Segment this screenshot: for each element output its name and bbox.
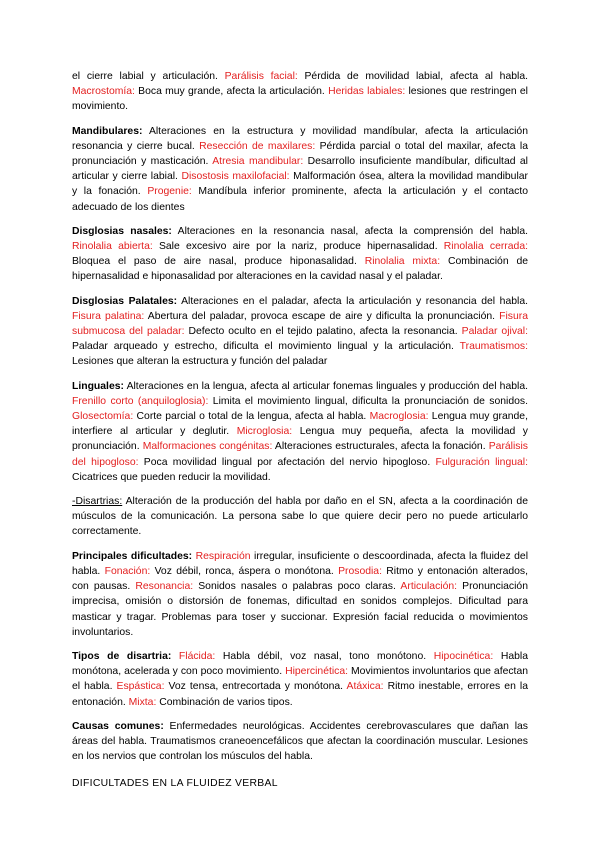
term-label: Fisura palatina: — [72, 310, 145, 322]
term-label: Atáxica: — [346, 681, 384, 693]
term-label: Glosectomía: — [72, 411, 134, 423]
text-segment: Mandíbula inferior prominente, afecta la articulación y el contacto adecuado de los dientes — [72, 186, 528, 213]
term-label: Macroglosia: — [369, 411, 429, 423]
text-segment: Voz débil, ronca, áspera o monótona. — [150, 565, 339, 577]
text-segment: Pérdida de movilidad labial, afecta al habla. — [297, 71, 528, 82]
para-disglosias-nasales — [72, 224, 528, 285]
term-label: Prosodia: — [338, 565, 382, 577]
term-label: Articulación: — [400, 581, 458, 593]
term-label: Hipercinética: — [285, 666, 349, 678]
text-segment: Boca muy grande, afecta la articulación. — [134, 86, 329, 98]
text-segment: Alteraciones en el paladar, afecta la articulación y resonancia del habla. — [177, 295, 528, 307]
text-segment: Pronunciación imprecisa, omisión o distorsión de fonemas, dificultad en sonidos complejos. Dificultad para masticar y tragar. Problemas para toser y succionar. Expresión facial reducida o movimientos involuntarios. — [72, 581, 528, 638]
para-disglosias-palatales — [72, 294, 528, 370]
document-body — [72, 69, 528, 764]
term-label: Respiración — [195, 550, 251, 562]
text-segment: Ritmo inestable, errores en la entonación. — [72, 681, 528, 708]
term-label: Heridas labiales: — [328, 86, 406, 98]
term-label: Frenillo corto (anquiloglosia): — [72, 395, 209, 407]
term-label: Fonación: — [104, 565, 151, 577]
term-label: Traumatismos: — [459, 341, 528, 353]
term-label: Microglosia: — [236, 426, 293, 438]
text-segment: Lengua muy grande, interfiere al articular y deglutir. — [72, 411, 528, 438]
para-linguales — [72, 379, 528, 485]
text-segment: Habla débil, voz nasal, tono monótono. — [215, 650, 434, 662]
underlined-heading: -Disartrias: — [72, 496, 123, 508]
term-label: Flácida: — [178, 650, 216, 662]
para-mandibulares — [72, 124, 528, 215]
text-segment: Enfermedades neurológicas. Accidentes cerebrovasculares que dañan las áreas del habla. Traumatismos craneoencefálicos que afectan la coordinación muscular. Lesiones en los nervios que controlan los músculos del habla. — [72, 720, 528, 763]
text-segment: Combinación de hipernasalidad e hiponasalidad por alteraciones en la cavidad nasal y el paladar. — [72, 256, 528, 283]
text-segment: Combinación de varios tipos. — [156, 696, 293, 708]
text-segment: el cierre labial y articulación. — [72, 71, 225, 82]
bold-heading: Disglosias Palatales: — [72, 295, 178, 307]
bold-heading: Tipos de disartria: — [72, 650, 172, 662]
bold-heading: Mandibulares: — [72, 125, 143, 137]
term-label: Hipocinética: — [433, 650, 494, 662]
bold-heading: Causas comunes: — [72, 720, 164, 732]
term-label: Fisura submucosa del paladar: — [72, 310, 528, 338]
text-segment: Abertura del paladar, provoca escape de aire y dificulta la pronunciación. — [144, 310, 500, 322]
text-segment: Lesiones que alteran la estructura y función del paladar — [72, 356, 328, 368]
para-causas-comunes — [72, 719, 528, 765]
bold-heading: Principales dificultades: — [72, 550, 193, 562]
text-segment: Poca movilidad lingual por afectación del nervio hipogloso. — [138, 456, 436, 468]
text-segment: Alteraciones en la resonancia nasal, afecta la comprensión del habla. — [171, 225, 528, 237]
term-label: Parálisis del hipogloso: — [72, 441, 528, 468]
para-disartrias — [72, 494, 528, 540]
para-labiales-cont — [72, 69, 528, 115]
para-principales-dificultades — [72, 549, 528, 640]
text-segment: Malformación ósea, altera la movilidad mandibular y la fonación. — [72, 171, 529, 198]
text-segment: lesiones que restringen el movimiento. — [72, 86, 528, 113]
term-label: Disostosis maxilofacial: — [181, 171, 290, 183]
text-segment: Alteraciones en la estructura y movilidad mandíbular, afecta la articulación resonancia y cierre bucal. — [72, 125, 528, 152]
text-segment: Alteración de la producción del habla por daño en el SN, afecta a la coordinación de músculos de la comunicación. La persona sabe lo que quiere decir pero no puede articularlo correctamente. — [72, 496, 528, 538]
bold-heading: Linguales: — [72, 380, 124, 392]
para-tipos-disartria — [72, 649, 528, 710]
text-segment: Corte parcial o total de la lengua, afecta al habla. — [133, 411, 370, 423]
bold-heading: Disglosias nasales: — [72, 225, 172, 237]
term-label: Macrostomía: — [72, 86, 135, 98]
text-segment: Limita el movimiento lingual, dificulta la pronunciación de sonidos. — [208, 395, 528, 407]
text-segment: Ritmo y entonación alterados, con pausas. — [72, 565, 528, 593]
text-segment: Cicatrices que pueden reducir la movilidad. — [72, 471, 271, 483]
term-label: Mixta: — [128, 696, 157, 708]
text-segment: Habla monótona, acelerada y con poco movimiento. — [72, 650, 528, 678]
text-segment: Alteraciones estructurales, afecta la fonación. — [272, 441, 489, 453]
term-label: Resonancia: — [135, 581, 194, 593]
term-label: Resección de maxilares: — [199, 140, 316, 152]
text-segment: Voz tensa, entrecortada y monótona. — [164, 681, 347, 693]
text-segment: Sale excesivo aire por la nariz, produce hipernasalidad. — [152, 241, 444, 253]
term-label: Rinolalia abierta: — [72, 241, 153, 253]
text-segment: Lengua muy pequeña, afecta la movilidad y pronunciación. — [72, 426, 528, 453]
text-segment — [171, 651, 179, 662]
term-label: Malformaciones congénitas: — [142, 441, 273, 453]
term-label: Espástica: — [116, 681, 165, 693]
text-segment: Movimientos involuntarios que afectan el habla. — [72, 666, 528, 693]
text-segment: irregular, insuficiente o descoordinada, afecta la fluidez del habla. — [72, 550, 528, 577]
term-label: Atresia mandibular: — [212, 156, 304, 168]
text-segment: Bloquea el paso de aire nasal, produce hiponasalidad. — [72, 256, 365, 268]
text-segment: Alteraciones en la lengua, afecta al articular fonemas linguales y producción del habla. — [123, 380, 528, 392]
text-segment: Desarrollo insuficiente mandíbular, dificultad al articular y cierre labial. — [72, 156, 528, 183]
text-segment: Defecto oculto en el tejido palatino, afecta la resonancia. — [184, 326, 462, 338]
term-label: Rinolalia mixta: — [364, 256, 441, 268]
document-page — [72, 69, 528, 792]
term-label: Progenie: — [147, 186, 192, 198]
term-label: Rinolalia cerrada: — [443, 241, 528, 253]
text-segment: Paladar arqueado y estrecho, dificulta el movimiento lingual y la articulación. — [72, 341, 460, 353]
term-label: Fulguración lingual: — [435, 456, 528, 468]
text-segment: Pérdida parcial o total del maxilar, afecta la pronunciación y masticación. — [72, 140, 528, 168]
term-label: Parálisis facial: — [224, 71, 298, 82]
section-heading: DIFICULTADES EN LA FLUIDEZ VERBAL — [72, 778, 278, 790]
text-segment: Sonidos nasales o palabras poco claras. — [193, 581, 401, 593]
term-label: Paladar ojival: — [461, 326, 528, 338]
